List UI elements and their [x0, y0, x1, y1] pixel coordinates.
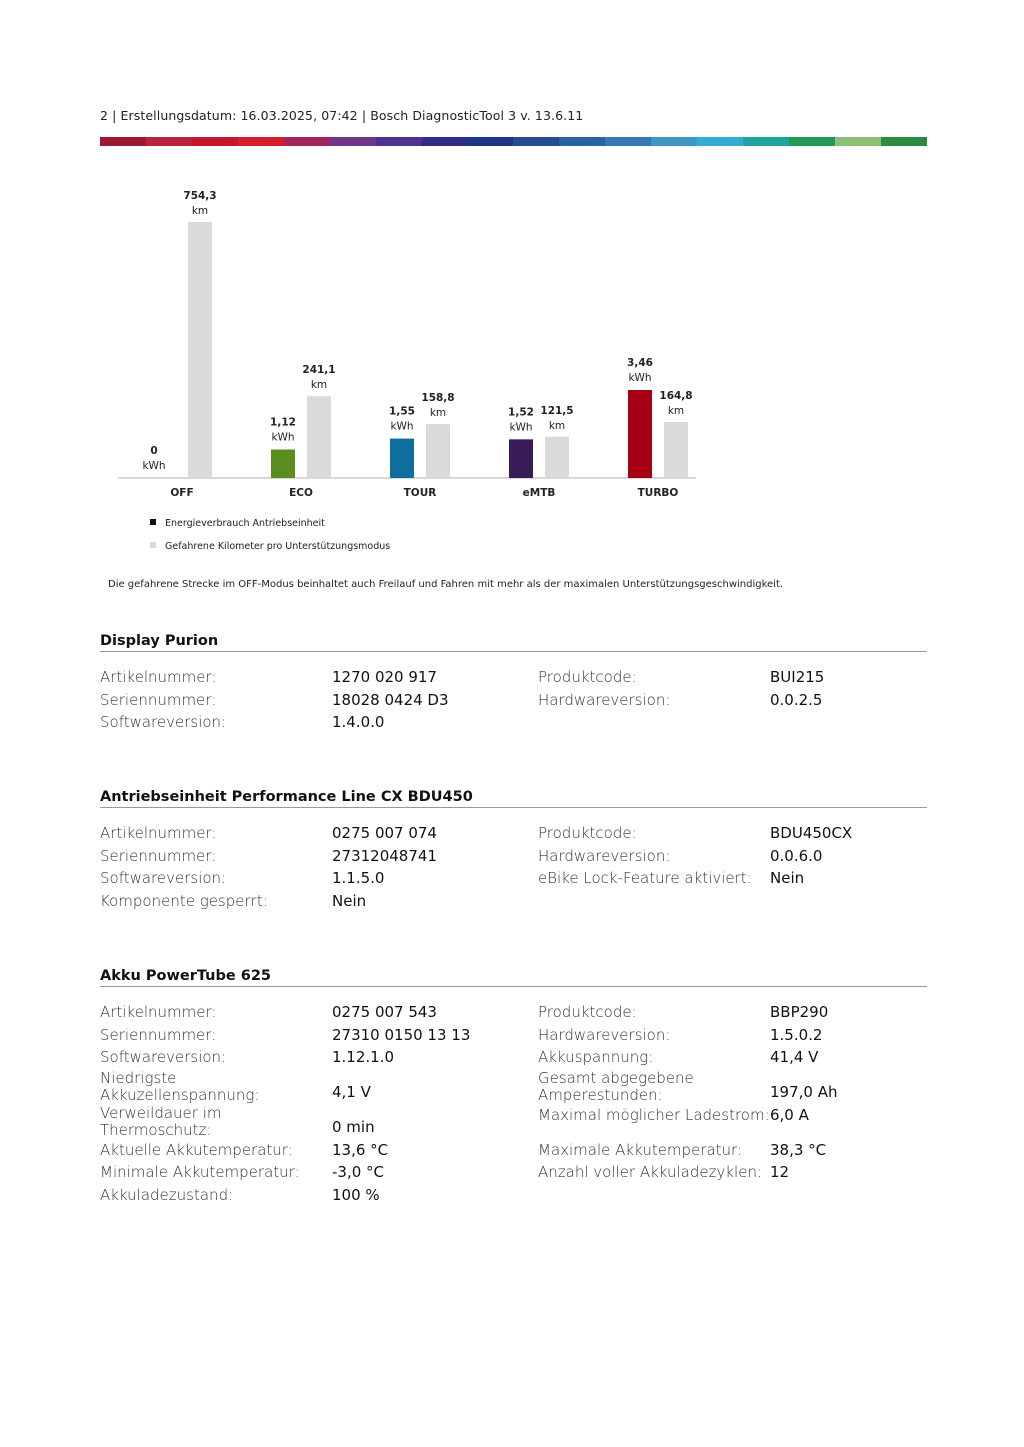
- energy-value-label: 0: [150, 445, 158, 457]
- value: BDU450CX: [770, 824, 853, 842]
- label: Seriennummer:: [100, 690, 217, 709]
- drive-unit-section: [100, 789, 927, 912]
- value: [770, 1069, 927, 1104]
- energy-value-label: 1,55: [389, 405, 415, 418]
- color-bar-segment: [835, 137, 881, 146]
- color-bar-segment: [881, 137, 927, 146]
- legend-swatch-energy: [150, 519, 156, 525]
- energy-unit-label: kWh: [509, 421, 533, 434]
- energy-bar: [390, 439, 414, 478]
- page-number: 2: [100, 108, 109, 123]
- value: 41,4 V: [770, 1048, 819, 1066]
- label: Softwareversion:: [100, 713, 227, 731]
- value: 0.0.2.5: [770, 690, 823, 709]
- chart-footnote: Die gefahrene Strecke im OFF-Modus beinhaltet auch Freilauf und Fahren mit mehr als der maximalen Unterstützungsgeschwindigkeit.: [108, 579, 784, 590]
- section-title-battery: Akku PowerTube 625: [100, 968, 927, 987]
- category-label: TOUR: [403, 487, 437, 499]
- color-bar-segment: [146, 137, 192, 146]
- brand-color-bar: [100, 137, 927, 146]
- display-section: [100, 633, 927, 734]
- color-bar-segment: [651, 137, 697, 146]
- value-text: 197,0 Ah: [770, 1083, 838, 1101]
- label: [538, 1069, 770, 1104]
- km-value-label: 121,5: [540, 404, 574, 417]
- energy-distance-chart: [100, 180, 740, 560]
- label-line: Verweildauer im: [100, 1103, 222, 1122]
- km-bar: [426, 424, 450, 478]
- km-value-label: 241,1: [302, 364, 336, 377]
- label: Hardwareversion:: [538, 846, 671, 865]
- value: BBP290: [770, 1003, 829, 1021]
- value: Nein: [332, 891, 367, 910]
- color-bar-segment: [605, 137, 651, 146]
- energy-bar: [271, 450, 295, 478]
- label: Softwareversion:: [100, 869, 227, 887]
- value: 1270 020 917: [332, 668, 437, 686]
- label-line: Amperestunden:: [538, 1085, 663, 1104]
- label: Artikelnummer:: [100, 1003, 217, 1021]
- color-bar-segment: [559, 137, 605, 146]
- category-label: TURBO: [637, 487, 679, 499]
- km-bar: [188, 222, 212, 478]
- energy-value-label: 1,12: [270, 416, 296, 429]
- display-properties: [100, 666, 927, 734]
- value: [332, 1104, 538, 1139]
- label-line: Akkuzellenspannung:: [100, 1085, 260, 1104]
- value: 0275 007 543: [332, 1003, 437, 1021]
- color-bar-segment: [789, 137, 835, 146]
- created-label: Erstellungsdatum:: [120, 108, 237, 123]
- label: Akkuspannung:: [538, 1048, 654, 1066]
- value-text: 4,1 V: [332, 1083, 371, 1101]
- color-bar-segment: [513, 137, 559, 146]
- value: 27312048741: [332, 846, 437, 865]
- label: Artikelnummer:: [100, 824, 217, 842]
- value: 13,6 °C: [332, 1140, 389, 1159]
- energy-bar: [628, 390, 652, 478]
- battery-properties: [100, 1001, 927, 1206]
- color-bar-segment: [376, 137, 422, 146]
- color-bar-segment: [743, 137, 789, 146]
- color-bar-segment: [284, 137, 330, 146]
- km-bar: [545, 437, 569, 478]
- value: 38,3 °C: [770, 1140, 827, 1159]
- energy-unit-label: kWh: [271, 431, 295, 444]
- value: 27310 0150 13 13: [332, 1025, 471, 1044]
- label: [100, 1069, 332, 1104]
- label: Softwareversion:: [100, 1048, 227, 1066]
- label: Artikelnummer:: [100, 668, 217, 686]
- km-unit-label: km: [191, 205, 209, 217]
- value: 6,0 A: [770, 1105, 809, 1124]
- energy-bar: [509, 439, 533, 478]
- value: 0275 007 074: [332, 824, 437, 842]
- label: Hardwareversion:: [538, 690, 671, 709]
- value: BUI215: [770, 668, 825, 686]
- label: Akkuladezustand:: [100, 1185, 234, 1204]
- color-bar-segment: [192, 137, 238, 146]
- km-unit-label: km: [548, 419, 566, 432]
- label: eBike Lock-Feature aktiviert:: [538, 869, 752, 887]
- drive-unit-properties: [100, 822, 927, 912]
- value: -3,0 °C: [332, 1163, 385, 1181]
- legend-label-km: Gefahrene Kilometer pro Unterstützungsmodus: [165, 541, 391, 552]
- color-bar-segment: [422, 137, 468, 146]
- category-label: eMTB: [522, 487, 556, 499]
- page-header: 2 | Erstellungsdatum: 16.03.2025, 07:42 | Bosch DiagnosticTool 3 v. 13.6.11: [100, 108, 584, 123]
- energy-unit-label: kWh: [390, 420, 414, 433]
- km-unit-label: km: [310, 379, 328, 392]
- tool-version: Bosch DiagnosticTool 3 v. 13.6.11: [370, 108, 584, 123]
- legend-swatch-km: [150, 542, 156, 548]
- value: 1.12.1.0: [332, 1048, 395, 1066]
- category-label: ECO: [289, 487, 313, 499]
- created-value: 16.03.2025, 07:42: [240, 108, 358, 123]
- color-bar-segment: [468, 137, 514, 146]
- energy-unit-label: kWh: [142, 460, 166, 472]
- km-unit-label: km: [429, 407, 447, 420]
- label-line: Niedrigste: [100, 1068, 177, 1087]
- section-title-drive-unit: Antriebseinheit Performance Line CX BDU450: [100, 789, 927, 808]
- battery-section: [100, 968, 927, 1206]
- energy-value-label: 1,52: [508, 406, 534, 419]
- label: Komponente gesperrt:: [100, 891, 268, 910]
- color-bar-segment: [330, 137, 376, 146]
- value: 0.0.6.0: [770, 846, 823, 865]
- color-bar-segment: [238, 137, 284, 146]
- value: 18028 0424 D3: [332, 690, 449, 709]
- label: Seriennummer:: [100, 846, 217, 865]
- km-bar: [664, 422, 688, 478]
- legend-label-energy: Energieverbrauch Antriebseinheit: [165, 518, 325, 529]
- label: Aktuelle Akkutemperatur:: [100, 1140, 293, 1159]
- value: 1.5.0.2: [770, 1025, 823, 1044]
- color-bar-segment: [100, 137, 146, 146]
- energy-unit-label: kWh: [628, 372, 652, 384]
- label: Hardwareversion:: [538, 1025, 671, 1044]
- km-value-label: 754,3: [183, 190, 217, 202]
- category-label: OFF: [170, 487, 194, 499]
- label: [100, 1104, 332, 1139]
- value: [332, 1069, 538, 1104]
- label-line: Thermoschutz:: [100, 1120, 212, 1139]
- value: 1.1.5.0: [332, 869, 385, 887]
- value: Nein: [770, 869, 805, 887]
- km-value-label: 158,8: [421, 392, 455, 405]
- label: Maximale Akkutemperatur:: [538, 1140, 743, 1159]
- label: Produktcode:: [538, 668, 637, 686]
- km-bar: [307, 396, 331, 478]
- energy-value-label: 3,46: [627, 357, 653, 369]
- color-bar-segment: [697, 137, 743, 146]
- value: 100 %: [332, 1185, 380, 1204]
- value-text: 0 min: [332, 1118, 375, 1136]
- label: Anzahl voller Akkuladezyklen:: [538, 1163, 763, 1181]
- km-unit-label: km: [667, 405, 685, 418]
- label: Maximal möglicher Ladestrom:: [538, 1105, 770, 1124]
- label: Produktcode:: [538, 824, 637, 842]
- label-line: Gesamt abgegebene: [538, 1068, 694, 1087]
- label: Produktcode:: [538, 1003, 637, 1021]
- km-value-label: 164,8: [659, 390, 693, 403]
- section-title-display: Display Purion: [100, 633, 927, 652]
- label: Seriennummer:: [100, 1025, 217, 1044]
- label: Minimale Akkutemperatur:: [100, 1163, 300, 1181]
- value: 12: [770, 1163, 790, 1181]
- value: 1.4.0.0: [332, 713, 385, 731]
